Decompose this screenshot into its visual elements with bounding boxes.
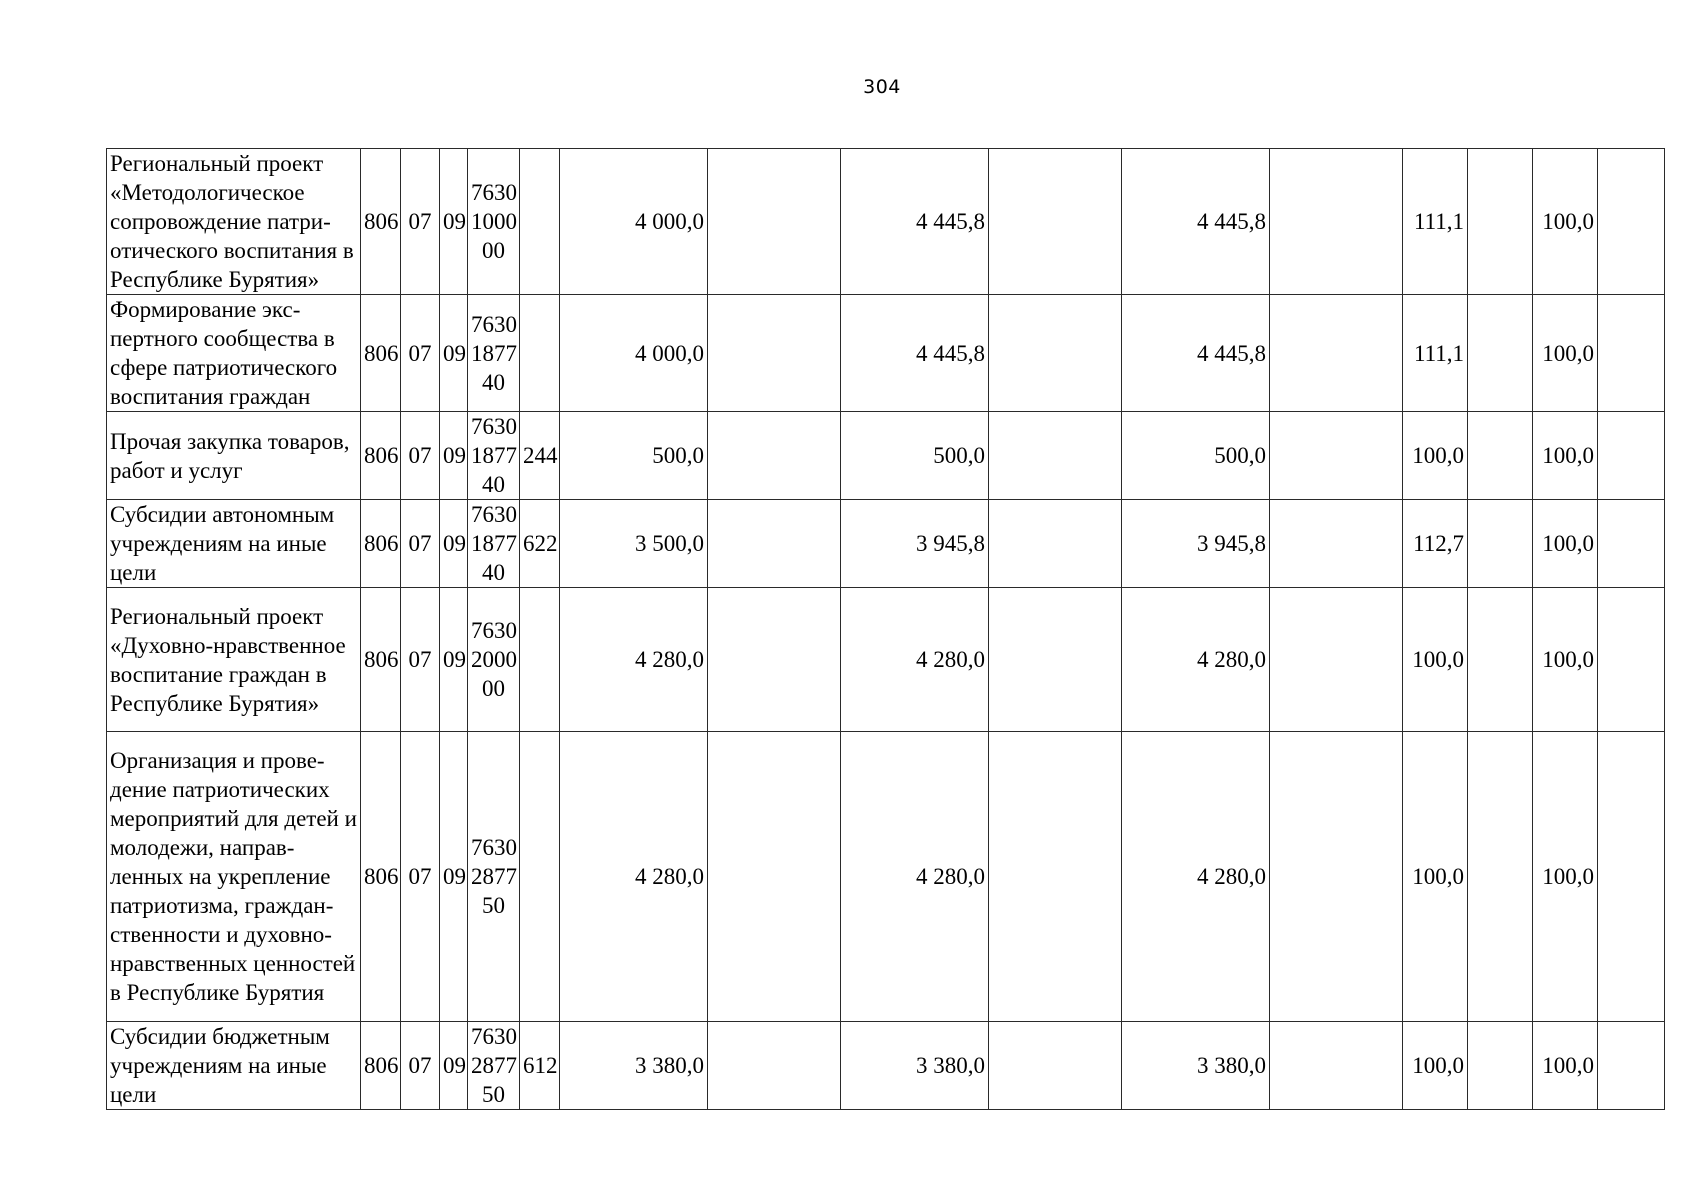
target-article-cell: 7630 1877 40 [468, 500, 520, 588]
empty-cell [1468, 732, 1533, 1022]
table-row [107, 500, 1665, 588]
page-number: 304 [863, 76, 901, 98]
empty-cell [1468, 588, 1533, 732]
table-row [107, 149, 1665, 295]
expense-type-cell [520, 588, 560, 732]
expense-type-cell: 244 [520, 412, 560, 500]
executed-amount-cell: 4 445,8 [1122, 295, 1270, 412]
empty-cell [1270, 149, 1403, 295]
target-article-cell: 7630 1877 40 [468, 412, 520, 500]
subsection-code-cell: 09 [440, 500, 468, 588]
empty-cell [1598, 732, 1665, 1022]
grbs-code-cell: 806 [361, 732, 401, 1022]
approved-amount-cell: 3 380,0 [560, 1022, 708, 1110]
empty-cell [1598, 412, 1665, 500]
row-name-cell: Формирование экспертного сообщества в сфере патриотического воспитания граждан [107, 295, 361, 412]
subsection-code-cell: 09 [440, 732, 468, 1022]
section-code-cell: 07 [401, 1022, 440, 1110]
empty-cell [708, 295, 841, 412]
approved-amount-cell: 4 000,0 [560, 295, 708, 412]
table-row [107, 295, 1665, 412]
row-name-cell: Организация и проведение патриотических мероприятий для детей и молодежи, направленных на укрепление патриотизма, гражданственности и духовно-нравственных ценностей в Республике Бурятия [107, 732, 361, 1022]
empty-cell [1468, 1022, 1533, 1110]
empty-cell [1598, 1022, 1665, 1110]
percent-approved-cell: 100,0 [1403, 588, 1468, 732]
expense-type-cell: 612 [520, 1022, 560, 1110]
empty-cell [1468, 149, 1533, 295]
approved-amount-cell: 3 500,0 [560, 500, 708, 588]
row-name-cell: Региональный проект «Духовно-нравственное воспитание граждан в Республике Бурятия» [107, 588, 361, 732]
percent-approved-cell: 100,0 [1403, 412, 1468, 500]
percent-revised-cell: 100,0 [1533, 732, 1598, 1022]
empty-cell [1270, 295, 1403, 412]
empty-cell [1468, 412, 1533, 500]
grbs-code-cell: 806 [361, 295, 401, 412]
empty-cell [708, 732, 841, 1022]
subsection-code-cell: 09 [440, 1022, 468, 1110]
table-row [107, 588, 1665, 732]
empty-cell [989, 149, 1122, 295]
approved-amount-cell: 4 000,0 [560, 149, 708, 295]
empty-cell [989, 588, 1122, 732]
grbs-code-cell: 806 [361, 149, 401, 295]
section-code-cell: 07 [401, 732, 440, 1022]
executed-amount-cell: 4 445,8 [1122, 149, 1270, 295]
row-name-cell: Субсидии автономным учреждениям на иные цели [107, 500, 361, 588]
expense-type-cell [520, 295, 560, 412]
empty-cell [1270, 412, 1403, 500]
empty-cell [708, 149, 841, 295]
expense-type-cell [520, 149, 560, 295]
empty-cell [989, 1022, 1122, 1110]
subsection-code-cell: 09 [440, 295, 468, 412]
row-name-cell: Региональный проект «Методологическое сопровождение патриотического воспитания в Республике Бурятия» [107, 149, 361, 295]
section-code-cell: 07 [401, 588, 440, 732]
empty-cell [1598, 500, 1665, 588]
empty-cell [708, 1022, 841, 1110]
expense-type-cell [520, 732, 560, 1022]
budget-execution-table [106, 148, 1665, 1110]
revised-amount-cell: 500,0 [841, 412, 989, 500]
empty-cell [1598, 588, 1665, 732]
empty-cell [1270, 1022, 1403, 1110]
empty-cell [989, 500, 1122, 588]
subsection-code-cell: 09 [440, 588, 468, 732]
grbs-code-cell: 806 [361, 412, 401, 500]
section-code-cell: 07 [401, 295, 440, 412]
empty-cell [708, 588, 841, 732]
target-article-cell: 7630 2000 00 [468, 588, 520, 732]
table-row [107, 412, 1665, 500]
percent-approved-cell: 100,0 [1403, 1022, 1468, 1110]
percent-revised-cell: 100,0 [1533, 149, 1598, 295]
subsection-code-cell: 09 [440, 412, 468, 500]
grbs-code-cell: 806 [361, 1022, 401, 1110]
revised-amount-cell: 3 380,0 [841, 1022, 989, 1110]
approved-amount-cell: 4 280,0 [560, 732, 708, 1022]
percent-approved-cell: 111,1 [1403, 295, 1468, 412]
percent-revised-cell: 100,0 [1533, 1022, 1598, 1110]
revised-amount-cell: 3 945,8 [841, 500, 989, 588]
empty-cell [708, 500, 841, 588]
empty-cell [1468, 295, 1533, 412]
expense-type-cell: 622 [520, 500, 560, 588]
executed-amount-cell: 4 280,0 [1122, 588, 1270, 732]
section-code-cell: 07 [401, 412, 440, 500]
grbs-code-cell: 806 [361, 500, 401, 588]
target-article-cell: 7630 2877 50 [468, 1022, 520, 1110]
executed-amount-cell: 500,0 [1122, 412, 1270, 500]
section-code-cell: 07 [401, 500, 440, 588]
executed-amount-cell: 3 380,0 [1122, 1022, 1270, 1110]
executed-amount-cell: 4 280,0 [1122, 732, 1270, 1022]
row-name-cell: Прочая закупка товаров, работ и услуг [107, 412, 361, 500]
percent-revised-cell: 100,0 [1533, 588, 1598, 732]
empty-cell [989, 295, 1122, 412]
target-article-cell: 7630 2877 50 [468, 732, 520, 1022]
approved-amount-cell: 4 280,0 [560, 588, 708, 732]
revised-amount-cell: 4 280,0 [841, 588, 989, 732]
empty-cell [1598, 295, 1665, 412]
empty-cell [1468, 500, 1533, 588]
empty-cell [708, 412, 841, 500]
empty-cell [1270, 500, 1403, 588]
revised-amount-cell: 4 280,0 [841, 732, 989, 1022]
table-row [107, 732, 1665, 1022]
percent-approved-cell: 111,1 [1403, 149, 1468, 295]
empty-cell [1270, 732, 1403, 1022]
approved-amount-cell: 500,0 [560, 412, 708, 500]
revised-amount-cell: 4 445,8 [841, 295, 989, 412]
table-body [107, 149, 1665, 1110]
percent-revised-cell: 100,0 [1533, 295, 1598, 412]
empty-cell [989, 412, 1122, 500]
percent-revised-cell: 100,0 [1533, 412, 1598, 500]
percent-revised-cell: 100,0 [1533, 500, 1598, 588]
empty-cell [1598, 149, 1665, 295]
empty-cell [989, 732, 1122, 1022]
table-row [107, 1022, 1665, 1110]
empty-cell [1270, 588, 1403, 732]
executed-amount-cell: 3 945,8 [1122, 500, 1270, 588]
target-article-cell: 7630 1877 40 [468, 295, 520, 412]
subsection-code-cell: 09 [440, 149, 468, 295]
revised-amount-cell: 4 445,8 [841, 149, 989, 295]
percent-approved-cell: 112,7 [1403, 500, 1468, 588]
section-code-cell: 07 [401, 149, 440, 295]
target-article-cell: 7630 1000 00 [468, 149, 520, 295]
grbs-code-cell: 806 [361, 588, 401, 732]
row-name-cell: Субсидии бюджетным учреждениям на иные цели [107, 1022, 361, 1110]
percent-approved-cell: 100,0 [1403, 732, 1468, 1022]
